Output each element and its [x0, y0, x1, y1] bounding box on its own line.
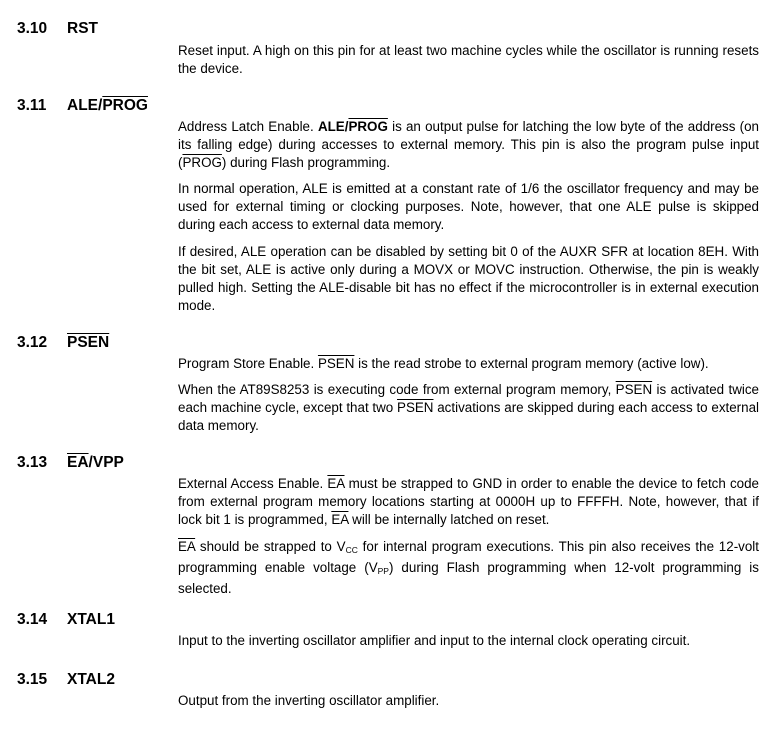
section-heading [17, 20, 98, 38]
paragraph: If desired, ALE operation can be disabled by setting bit 0 of the AUXR SFR at location 8EH. With the bit set, ALE is active only during a MOVX or MOVC instruction. Otherwise, the pin is weakly pulled high. Setting the ALE-disable bit has no effect if the microcontroller is in external execution mode. [178, 244, 759, 313]
section-title: XTAL2 [67, 671, 115, 688]
paragraph: Reset input. A high on this pin for at least two machine cycles while the oscillator is running resets the device. [178, 43, 759, 76]
paragraph: Output from the inverting oscillator amplifier. [178, 693, 440, 708]
section-title: $\overline{EA}$/VPP [67, 454, 124, 471]
section-heading [17, 671, 115, 689]
paragraph: Address Latch Enable. ALE/PROG is an output pulse for latching the low byte of the address (on its falling edge) during accesses to external memory. This pin is also the program pulse input (PROG) during Flash programming. [178, 119, 759, 170]
paragraph: $\overline{EA}$ should be strapped to $V_{CC}$ for internal program executions. This pin also receives the 12-volt programming enable voltage $(V_{PP})$ during Flash programming when 12-volt programming is selected. [178, 539, 759, 596]
section-heading [17, 611, 115, 629]
section-heading [17, 334, 109, 352]
section-number: 3.12 [17, 334, 48, 351]
section-title: ALE/PROG [67, 97, 148, 114]
section-number: 3.10 [17, 20, 48, 37]
section-number: 3.15 [17, 671, 48, 688]
paragraph: In normal operation, ALE is emitted at a constant rate of 1/6 the oscillator frequency and may be used for external timing or clocking purposes. Note, however, that one ALE pulse is skipped during each access to external data memory. [178, 181, 759, 232]
section-title: XTAL1 [67, 611, 115, 628]
section-number: 3.14 [17, 611, 48, 628]
paragraph: External Access Enable. $\overline{EA}$ must be strapped to GND in order to enable the device to fetch code from external program memory locations starting at 0000H up to FFFFH. Note, however, that if lock bit 1 is programmed, $\overline{EA}$ will be internally latched on reset. [178, 476, 759, 527]
section-title: RST [67, 20, 98, 37]
paragraph: Input to the inverting oscillator amplifier and input to the internal clock operating circuit. [178, 633, 691, 648]
section-number: 3.11 [17, 97, 47, 114]
section-heading [17, 97, 148, 115]
section-heading [17, 454, 124, 472]
paragraph: Program Store Enable. PSEN is the read strobe to external program memory (active low). [178, 356, 709, 371]
section-number: 3.13 [17, 454, 48, 471]
section-title: PSEN [67, 334, 110, 351]
paragraph: When the AT89S8253 is executing code from external program memory, PSEN is activated twice each machine cycle, except that two PSEN activations are skipped during each access to external data memory. [178, 382, 760, 433]
